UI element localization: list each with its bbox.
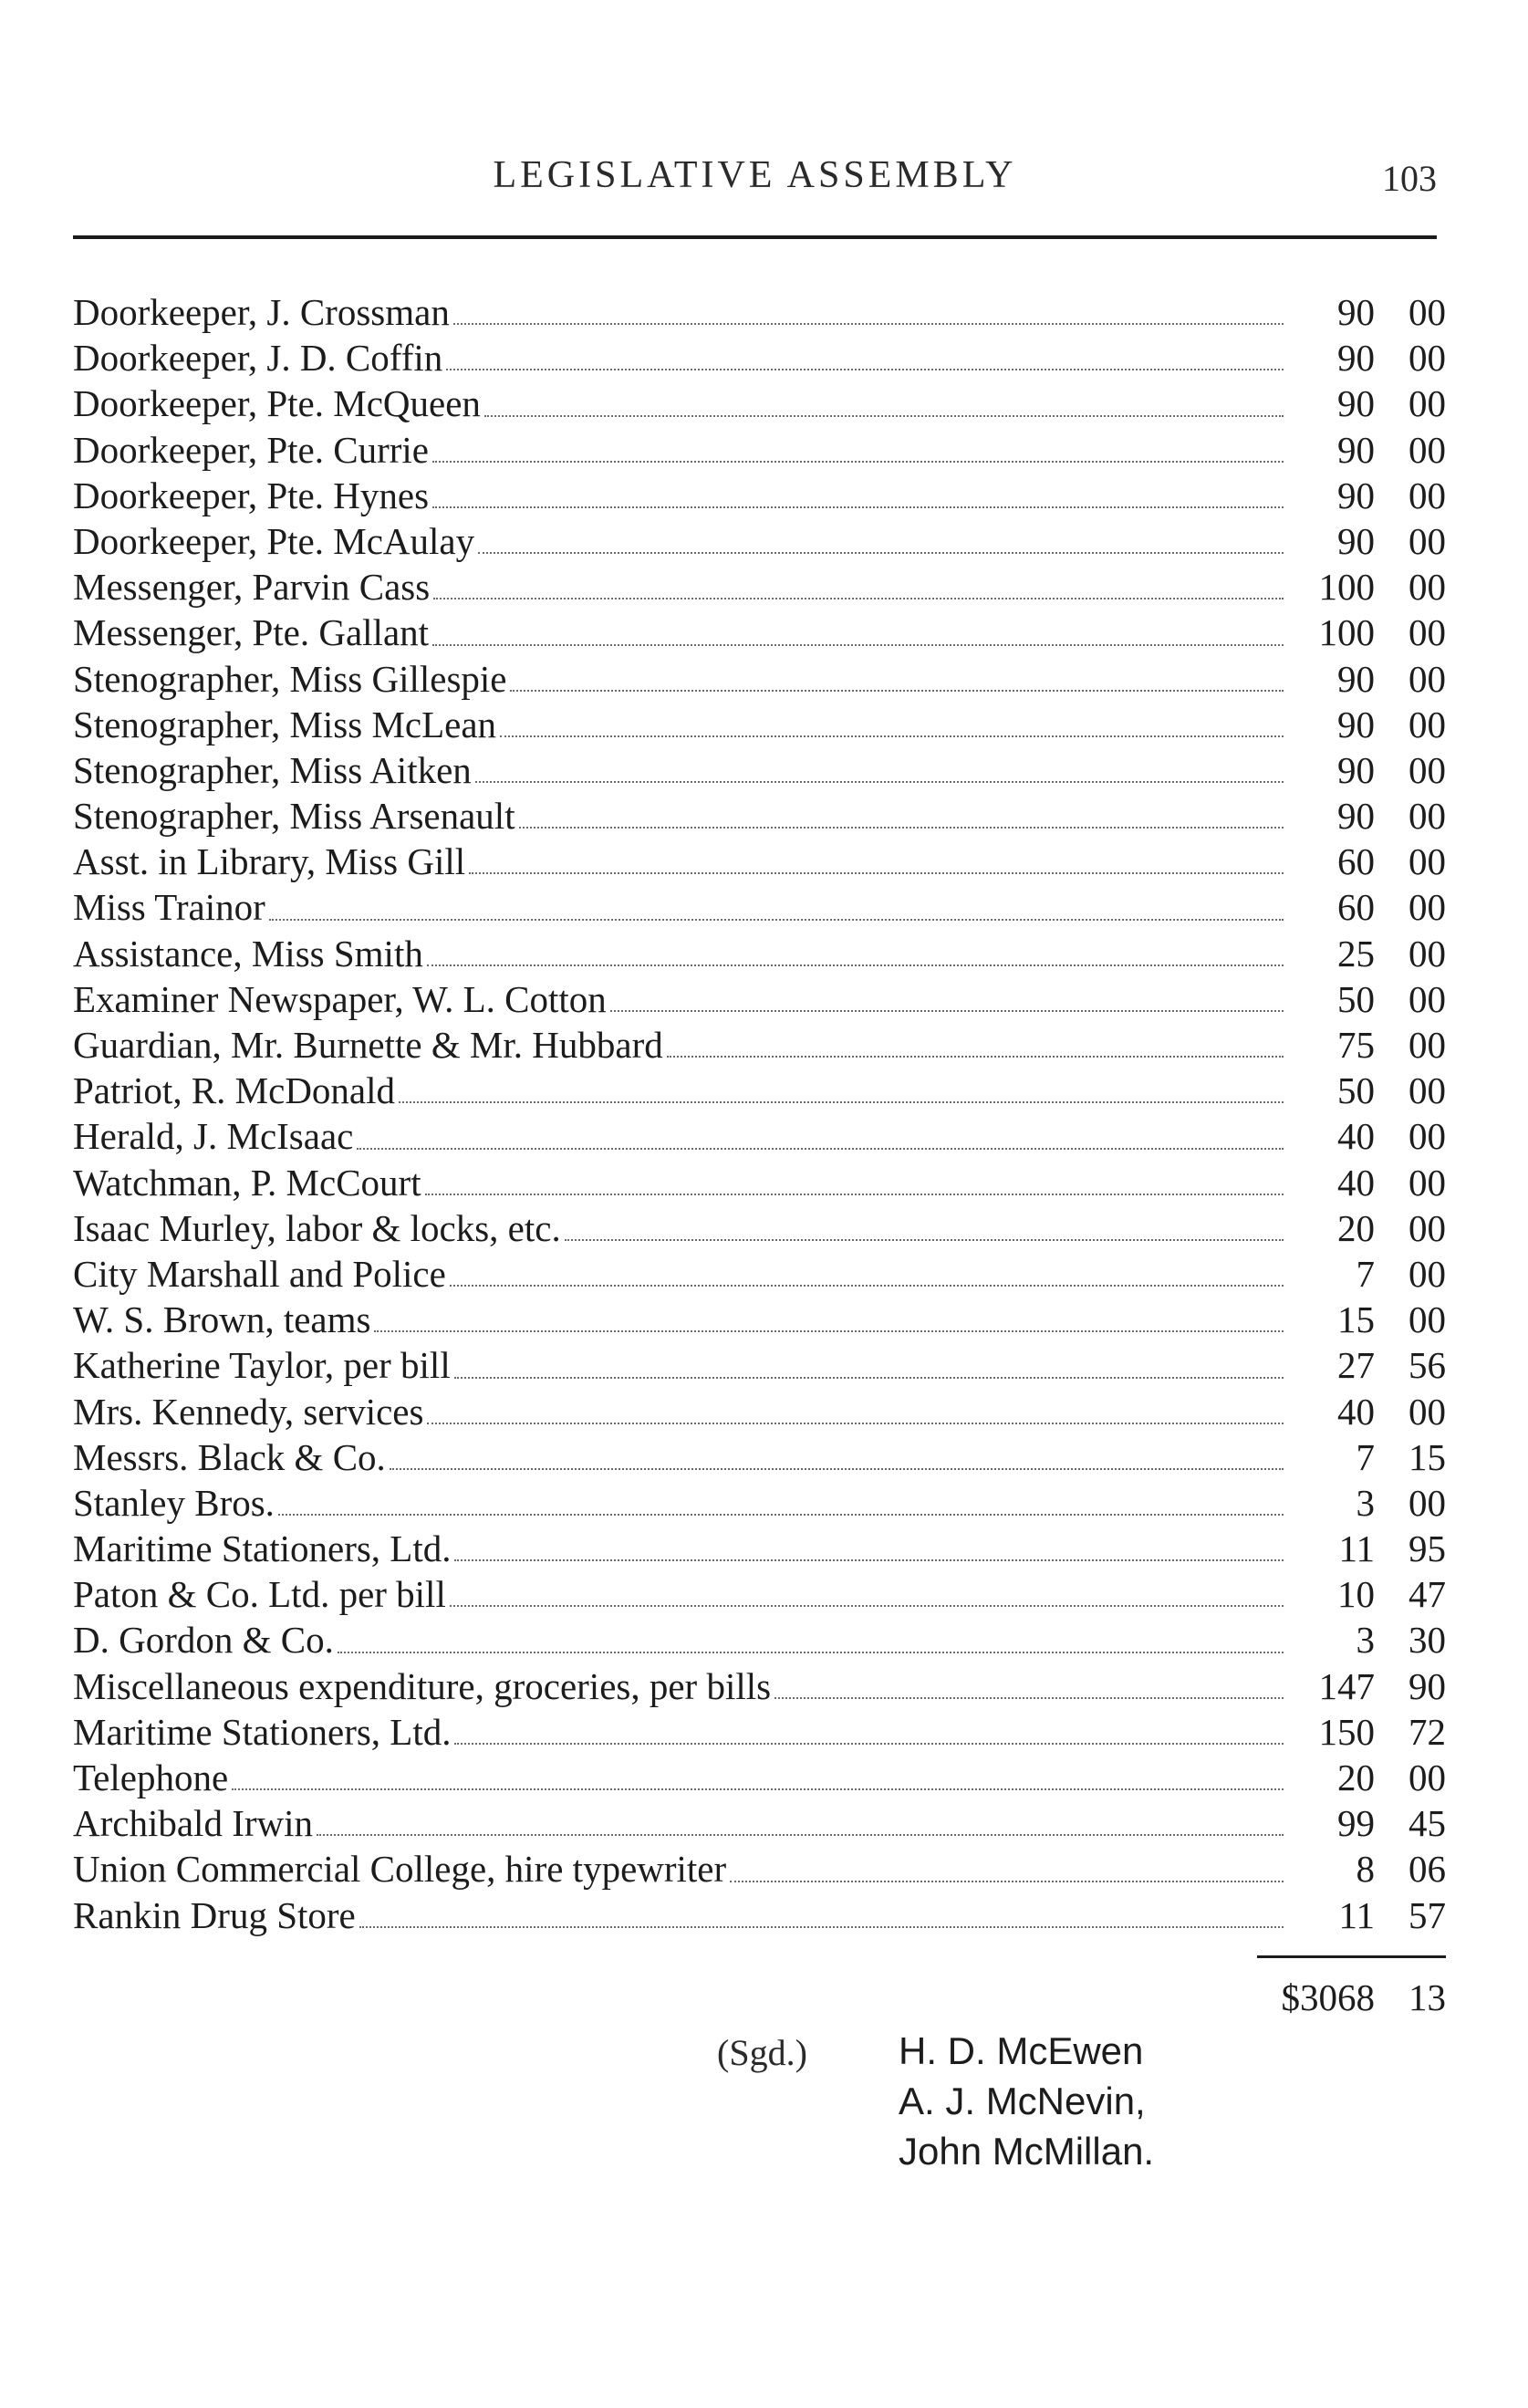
dot-leader	[478, 552, 1284, 554]
expenditure-row	[73, 1297, 1446, 1342]
expenditure-dollars: 10	[1337, 1573, 1375, 1616]
dot-leader	[433, 598, 1284, 599]
expenditure-cents: 00	[1408, 1252, 1446, 1295]
signatory-name: H. D. McEwen	[899, 2029, 1144, 2072]
dot-leader	[374, 1330, 1284, 1332]
expenditure-row	[73, 1526, 1446, 1571]
expenditure-cents: 00	[1408, 337, 1446, 380]
dot-leader	[232, 1788, 1284, 1790]
expenditure-dollars: 7	[1356, 1252, 1375, 1295]
total-dollars: $3068	[1281, 1976, 1375, 2018]
expenditure-label: Assistance, Miss Smith	[73, 932, 423, 975]
dot-leader	[278, 1514, 1284, 1516]
expenditure-cents: 00	[1408, 474, 1446, 516]
header-rule	[73, 235, 1437, 239]
expenditure-row	[73, 289, 1446, 335]
expenditure-dollars: 90	[1337, 474, 1375, 516]
expenditure-dollars: 90	[1337, 748, 1375, 791]
expenditure-dollars: 11	[1338, 1893, 1375, 1936]
expenditure-cents: 00	[1408, 748, 1446, 791]
expenditure-dollars: 90	[1337, 428, 1375, 471]
dot-leader	[432, 461, 1284, 463]
expenditure-dollars: 50	[1337, 977, 1375, 1020]
expenditure-cents: 00	[1408, 428, 1446, 471]
expenditure-label: Telephone	[73, 1756, 229, 1798]
dot-leader	[425, 1194, 1284, 1195]
expenditure-dollars: 20	[1337, 1756, 1375, 1798]
expenditure-row	[73, 1663, 1446, 1709]
expenditure-cents: 00	[1408, 657, 1446, 700]
page-header	[73, 153, 1437, 208]
dot-leader	[510, 690, 1284, 692]
expenditure-dollars: 90	[1337, 657, 1375, 700]
expenditure-label: Watchman, P. McCourt	[73, 1161, 421, 1204]
dot-leader	[453, 323, 1284, 325]
expenditure-dollars: 11	[1338, 1527, 1375, 1570]
expenditure-label: Stenographer, Miss McLean	[73, 703, 497, 745]
total-cents: 13	[1408, 1976, 1446, 2018]
expenditure-label: Isaac Murley, labor & locks, etc.	[73, 1206, 561, 1249]
dot-leader	[519, 827, 1284, 829]
dot-leader	[730, 1881, 1284, 1882]
expenditure-label: Stenographer, Miss Arsenault	[73, 795, 515, 838]
expenditure-row	[73, 1617, 1446, 1663]
expenditure-label: Mrs. Kennedy, services	[73, 1390, 424, 1433]
expenditure-dollars: 90	[1337, 382, 1375, 425]
expenditure-cents: 00	[1408, 1481, 1446, 1524]
expenditure-cents: 00	[1408, 382, 1446, 425]
dot-leader	[338, 1652, 1284, 1653]
dot-leader	[427, 1423, 1284, 1424]
expenditure-row	[73, 1571, 1446, 1617]
expenditure-list	[73, 289, 1446, 1938]
expenditure-dollars: 50	[1337, 1069, 1375, 1112]
expenditure-label: Doorkeeper, Pte. McQueen	[73, 382, 481, 425]
expenditure-dollars: 99	[1337, 1802, 1375, 1845]
expenditure-row	[73, 747, 1446, 793]
expenditure-dollars: 15	[1337, 1298, 1375, 1341]
expenditure-cents: 00	[1408, 1069, 1446, 1112]
expenditure-row	[73, 1113, 1446, 1159]
expenditure-cents: 00	[1408, 291, 1446, 333]
expenditure-row	[73, 1755, 1446, 1800]
expenditure-label: D. Gordon & Co.	[73, 1619, 334, 1662]
expenditure-row	[73, 1389, 1446, 1434]
expenditure-cents: 00	[1408, 1298, 1446, 1341]
dot-leader	[484, 415, 1284, 417]
expenditure-row	[73, 839, 1446, 884]
expenditure-label: Doorkeeper, Pte. Currie	[73, 428, 430, 471]
running-head: LEGISLATIVE ASSEMBLY	[493, 154, 1017, 196]
dot-leader	[774, 1697, 1284, 1699]
expenditure-row	[73, 793, 1446, 839]
expenditure-row	[73, 1022, 1446, 1068]
expenditure-row	[73, 473, 1446, 518]
expenditure-cents: 15	[1408, 1435, 1446, 1478]
dot-leader	[454, 1559, 1284, 1561]
expenditure-cents: 00	[1408, 1024, 1446, 1066]
signature-prefix: (Sgd.)	[717, 2032, 807, 2073]
dot-leader	[269, 919, 1284, 921]
expenditure-label: Guardian, Mr. Burnette & Mr. Hubbard	[73, 1024, 663, 1066]
expenditure-cents: 00	[1408, 611, 1446, 654]
total-rule	[1257, 1955, 1446, 1958]
expenditure-row	[73, 1846, 1446, 1892]
expenditure-label: Stenographer, Miss Aitken	[73, 748, 472, 791]
expenditure-cents: 06	[1408, 1848, 1446, 1891]
expenditure-row	[73, 518, 1446, 564]
expenditure-cents: 00	[1408, 977, 1446, 1020]
expenditure-label: City Marshall and Police	[73, 1252, 446, 1295]
expenditure-dollars: 147	[1318, 1664, 1375, 1707]
expenditure-cents: 56	[1408, 1344, 1446, 1387]
expenditure-dollars: 20	[1337, 1206, 1375, 1249]
expenditure-label: Asst. in Library, Miss Gill	[73, 840, 466, 883]
dot-leader	[357, 1148, 1284, 1150]
dot-leader	[450, 1605, 1284, 1607]
expenditure-cents: 95	[1408, 1527, 1446, 1570]
expenditure-dollars: 150	[1318, 1710, 1375, 1753]
expenditure-label: Doorkeeper, Pte. McAulay	[73, 519, 475, 562]
dot-leader	[317, 1834, 1284, 1836]
expenditure-label: Herald, J. McIsaac	[73, 1115, 354, 1158]
expenditure-row	[73, 884, 1446, 930]
expenditure-row	[73, 1709, 1446, 1755]
expenditure-dollars: 90	[1337, 703, 1375, 745]
expenditure-cents: 00	[1408, 1206, 1446, 1249]
expenditure-label: Miscellaneous expenditure, groceries, per bills	[73, 1664, 772, 1707]
expenditure-row	[73, 335, 1446, 380]
signatory-name: A. J. McNevin,	[899, 2080, 1146, 2122]
expenditure-row	[73, 1480, 1446, 1526]
expenditure-cents: 47	[1408, 1573, 1446, 1616]
dot-leader	[390, 1468, 1284, 1470]
expenditure-cents: 00	[1408, 1390, 1446, 1433]
dot-leader	[565, 1239, 1284, 1241]
signatory-name: John McMillan.	[899, 2130, 1155, 2173]
dot-leader	[432, 506, 1284, 508]
expenditure-row	[73, 1251, 1446, 1297]
expenditure-label: Maritime Stationers, Ltd.	[73, 1710, 452, 1753]
expenditure-label: Doorkeeper, J. Crossman	[73, 291, 450, 333]
expenditure-row	[73, 976, 1446, 1022]
expenditure-row	[73, 1892, 1446, 1938]
expenditure-row	[73, 1434, 1446, 1480]
expenditure-row	[73, 564, 1446, 610]
expenditure-dollars: 60	[1337, 840, 1375, 883]
expenditure-cents: 00	[1408, 795, 1446, 838]
total-amount	[1186, 1975, 1446, 2020]
expenditure-cents: 00	[1408, 932, 1446, 975]
expenditure-dollars: 27	[1337, 1344, 1375, 1387]
expenditure-cents: 00	[1408, 886, 1446, 929]
dot-leader	[475, 781, 1284, 783]
expenditure-cents: 00	[1408, 1115, 1446, 1158]
expenditure-dollars: 8	[1356, 1848, 1375, 1891]
expenditure-dollars: 3	[1356, 1481, 1375, 1524]
dot-leader	[450, 1285, 1284, 1287]
expenditure-dollars: 40	[1337, 1161, 1375, 1204]
expenditure-dollars: 90	[1337, 795, 1375, 838]
expenditure-label: Archibald Irwin	[73, 1802, 313, 1845]
expenditure-dollars: 90	[1337, 337, 1375, 380]
expenditure-row	[73, 610, 1446, 655]
dot-leader	[432, 644, 1284, 646]
dot-leader	[500, 735, 1284, 737]
dot-leader	[454, 1377, 1284, 1379]
expenditure-label: Paton & Co. Ltd. per bill	[73, 1573, 446, 1616]
dot-leader	[446, 369, 1284, 370]
expenditure-dollars: 100	[1318, 566, 1375, 609]
expenditure-dollars: 75	[1337, 1024, 1375, 1066]
expenditure-label: Maritime Stationers, Ltd.	[73, 1527, 452, 1570]
dot-leader	[667, 1056, 1284, 1058]
expenditure-dollars: 7	[1356, 1435, 1375, 1478]
expenditure-row	[73, 1205, 1446, 1251]
expenditure-cents: 00	[1408, 1161, 1446, 1204]
expenditure-label: Stanley Bros.	[73, 1481, 275, 1524]
dot-leader	[469, 872, 1284, 874]
expenditure-cents: 00	[1408, 840, 1446, 883]
expenditure-dollars: 60	[1337, 886, 1375, 929]
expenditure-cents: 45	[1408, 1802, 1446, 1845]
expenditure-row	[73, 1800, 1446, 1846]
expenditure-dollars: 40	[1337, 1390, 1375, 1433]
expenditure-dollars: 90	[1337, 519, 1375, 562]
signatory-list	[899, 2026, 1154, 2176]
expenditure-cents: 00	[1408, 1756, 1446, 1798]
expenditure-label: W. S. Brown, teams	[73, 1298, 371, 1341]
expenditure-label: Doorkeeper, Pte. Hynes	[73, 474, 430, 516]
expenditure-row	[73, 380, 1446, 426]
expenditure-label: Messenger, Parvin Cass	[73, 566, 431, 609]
expenditure-label: Miss Trainor	[73, 886, 265, 929]
expenditure-dollars: 3	[1356, 1619, 1375, 1662]
expenditure-label: Union Commercial College, hire typewriter	[73, 1848, 727, 1891]
expenditure-label: Rankin Drug Store	[73, 1893, 356, 1936]
dot-leader	[610, 1010, 1284, 1012]
expenditure-cents: 90	[1408, 1664, 1446, 1707]
expenditure-row	[73, 702, 1446, 747]
expenditure-label: Messrs. Black & Co.	[73, 1435, 386, 1478]
expenditure-dollars: 90	[1337, 291, 1375, 333]
expenditure-dollars: 40	[1337, 1115, 1375, 1158]
expenditure-row	[73, 656, 1446, 702]
expenditure-label: Doorkeeper, J. D. Coffin	[73, 337, 443, 380]
expenditure-cents: 00	[1408, 519, 1446, 562]
expenditure-row	[73, 1342, 1446, 1388]
expenditure-row	[73, 931, 1446, 976]
expenditure-cents: 57	[1408, 1893, 1446, 1936]
dot-leader	[399, 1101, 1284, 1103]
expenditure-cents: 30	[1408, 1619, 1446, 1662]
expenditure-dollars: 100	[1318, 611, 1375, 654]
expenditure-row	[73, 427, 1446, 473]
expenditure-label: Examiner Newspaper, W. L. Cotton	[73, 977, 607, 1020]
expenditure-cents: 72	[1408, 1710, 1446, 1753]
dot-leader	[454, 1743, 1284, 1745]
expenditure-row	[73, 1068, 1446, 1113]
expenditure-row	[73, 1160, 1446, 1205]
expenditure-dollars: 25	[1337, 932, 1375, 975]
expenditure-label: Messenger, Pte. Gallant	[73, 611, 430, 654]
page-number: 103	[1382, 158, 1437, 199]
expenditure-label: Stenographer, Miss Gillespie	[73, 657, 507, 700]
dot-leader	[359, 1926, 1284, 1928]
expenditure-label: Patriot, R. McDonald	[73, 1069, 396, 1112]
dot-leader	[427, 964, 1284, 966]
expenditure-label: Katherine Taylor, per bill	[73, 1344, 451, 1387]
expenditure-cents: 00	[1408, 566, 1446, 609]
expenditure-cents: 00	[1408, 703, 1446, 745]
